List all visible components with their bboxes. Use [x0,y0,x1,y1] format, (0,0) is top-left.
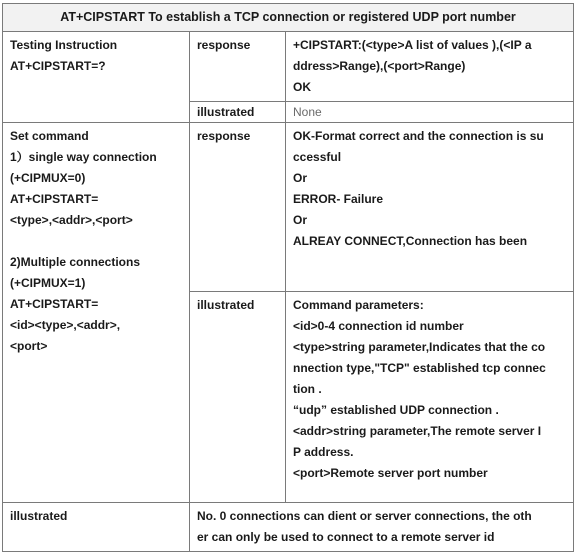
table-title-row [3,4,574,32]
at-command-table [2,3,574,552]
table-title: AT+CIPSTART To establish a TCP connection or registered UDP port number [3,4,574,32]
param-line: <addr>string parameter,The remote server I [293,424,542,438]
set-line: AT+CIPSTART= [10,192,99,206]
param-line: Command parameters: [293,298,424,312]
set-line: 2)Multiple connections [10,255,141,269]
set-line: (+CIPMUX=0) [10,171,86,185]
set-response-cell [286,123,574,292]
param-line: P address. [293,445,354,459]
param-line: “udp” established UDP connection . [293,403,499,417]
footer-line: No. 0 connections can dient or server connections, the oth [197,509,532,523]
set-line: (+CIPMUX=1) [10,276,86,290]
set-spacer [10,231,182,252]
set-line: AT+CIPSTART= [10,297,99,311]
set-response-line: Or [293,171,308,185]
testing-illustrated-label: illustrated [190,102,286,123]
testing-response-row [3,32,574,102]
testing-line: AT+CIPSTART=? [10,59,106,73]
set-line: 1）single way connection [10,150,157,164]
param-line: <id>0-4 connection id number [293,319,464,333]
set-response-line: ccessful [293,150,342,164]
set-response-line: Or [293,213,308,227]
param-line: nnection type,"TCP" established tcp connec [293,361,546,375]
footer-line: er can only be used to connect to a remote server id [197,530,495,544]
set-illustrated-cell [286,292,574,503]
testing-response-line: +CIPSTART:(<type>A list of values ),(<IP a [293,38,532,52]
testing-line: Testing Instruction [10,38,118,52]
set-response-line: ALREAY CONNECT,Connection has been [293,234,528,248]
param-line: tion . [293,382,322,396]
footer-cell [190,503,574,552]
set-response-line: OK-Format correct and the connection is su [293,129,544,143]
testing-illustrated-value: None [286,102,574,123]
set-line: <id><type>,<addr>, [10,318,121,332]
testing-response-line: OK [293,80,311,94]
footer-row [3,503,574,552]
param-line: <port>Remote server port number [293,466,488,480]
set-response-row [3,123,574,292]
set-response-line: ERROR- Failure [293,192,384,206]
param-line: <type>string parameter,Indicates that the co [293,340,546,354]
testing-instruction-cell [3,32,190,123]
set-line: <type>,<addr>,<port> [10,213,133,227]
testing-response-cell [286,32,574,102]
set-line: <port> [10,339,48,353]
set-line: Set command [10,129,89,143]
footer-label: illustrated [3,503,190,552]
set-command-cell [3,123,190,503]
set-illustrated-label: illustrated [190,292,286,503]
testing-response-line: ddress>Range),(<port>Range) [293,59,466,73]
testing-response-label: response [190,32,286,102]
set-response-label: response [190,123,286,292]
